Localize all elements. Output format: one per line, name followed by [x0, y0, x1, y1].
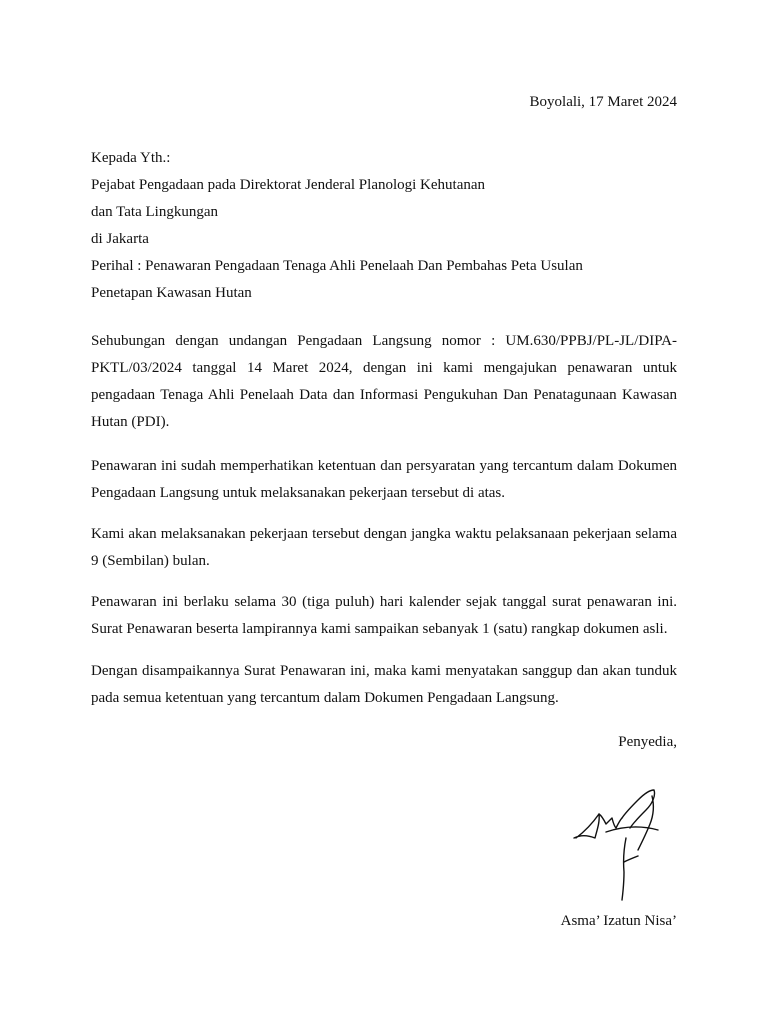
recipient-line-1: Pejabat Pengadaan pada Direktorat Jenderal Planologi Kehutanan [91, 177, 486, 193]
handwritten-signature [566, 786, 678, 904]
address-block [91, 145, 691, 307]
recipient-line-3: di Jakarta [91, 231, 149, 247]
subject-line-1: Perihal : Penawaran Pengadaan Tenaga Ahli Penelaah Dan Pembahas Peta Usulan [91, 258, 583, 274]
subject-line-2: Penetapan Kawasan Hutan [91, 285, 252, 301]
paragraph-3: Kami akan melaksanakan pekerjaan tersebut dengan jangka waktu pelaksanaan pekerjaan selama 9 (Sembilan) bulan. [91, 526, 677, 569]
place-date: Boyolali, 17 Maret 2024 [529, 94, 677, 110]
recipient-salutation: Kepada Yth.: [91, 150, 171, 166]
paragraph-2: Penawaran ini sudah memperhatikan ketentuan dan persyaratan yang tercantum dalam Dokumen Pengadaan Langsung untuk melaksanakan pekerjaan tersebut di atas. [91, 458, 677, 501]
signer-name: Asma’ Izatun Nisa’ [560, 913, 677, 929]
closing-title: Penyedia, [618, 734, 677, 750]
paragraph-4: Penawaran ini berlaku selama 30 (tiga puluh) hari kalender sejak tanggal surat penawaran ini. Surat Penawaran beserta lampirannya kami sampaikan sebanyak 1 (satu) rangkap dokumen asli. [91, 594, 677, 637]
paragraph-1: Sehubungan dengan undangan Pengadaan Langsung nomor : UM.630/PPBJ/PL-JL/DIPA-PKTL/03/2024 tanggal 14 Maret 2024, dengan ini kami mengajukan penawaran untuk pengadaan Tenaga Ahli Penelaah Data dan Informasi Pengukuhan Dan Penatagunaan Kawasan Hutan (PDI). [91, 333, 677, 430]
paragraph-5: Dengan disampaikannya Surat Penawaran ini, maka kami menyatakan sanggup dan akan tunduk pada semua ketentuan yang tercantum dalam Dokumen Pengadaan Langsung. [91, 663, 677, 706]
recipient-line-2: dan Tata Lingkungan [91, 204, 218, 220]
